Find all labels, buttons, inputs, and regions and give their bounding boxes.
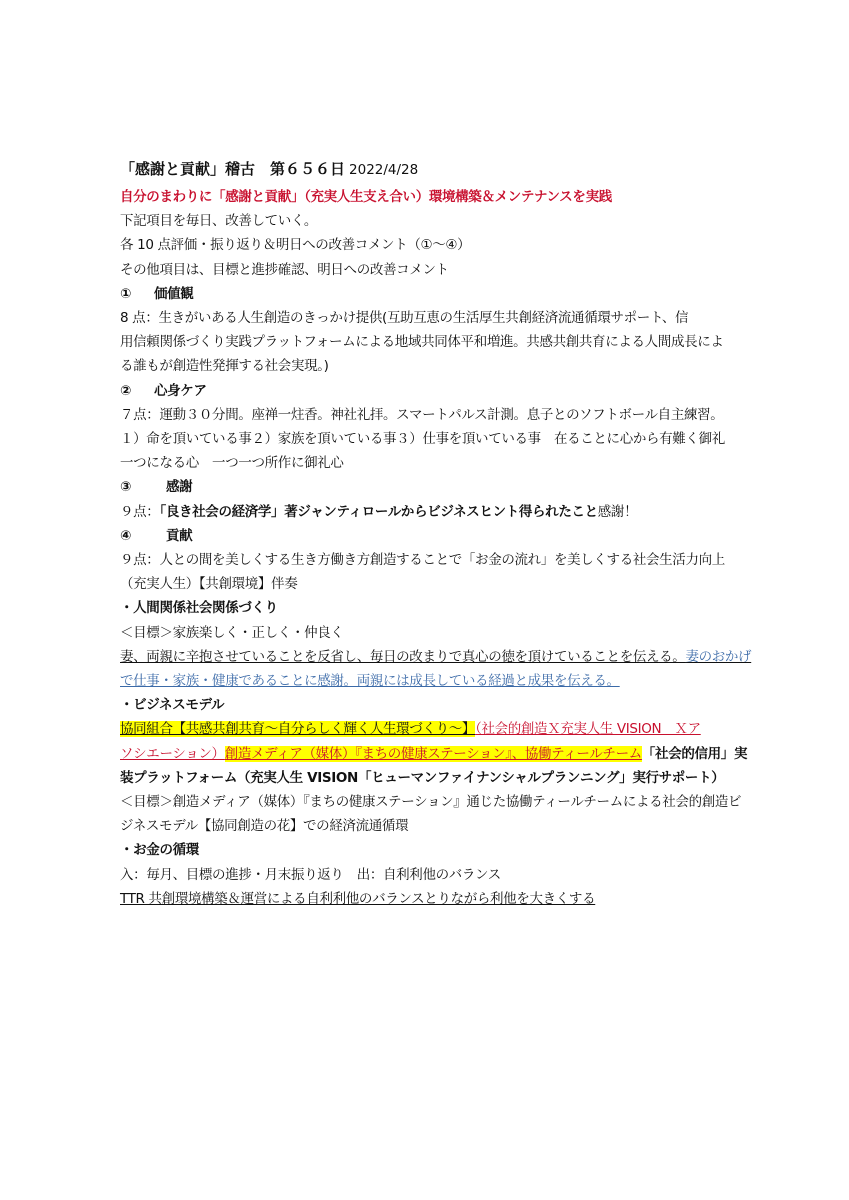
business-line-1 <box>120 717 745 741</box>
section-number: ② <box>120 382 132 399</box>
gratitude-suffix: 感謝！ <box>597 503 638 520</box>
section-care-heading <box>120 379 745 403</box>
values-line: 8 点：生きがいある人生創造のきっかけ提供(互助互恵の生活厚生共創経済流通循環サポート、信 <box>120 310 689 327</box>
contribution-line: （充実人生）【共創環境】伴奏 <box>120 576 298 593</box>
values-line: 用信頼関係づくり実践プラットフォームによる地域共同体平和増進。共感共創共育による人間成長によ <box>120 334 724 351</box>
business-bold-text: 「社会的信用」実 <box>641 745 748 762</box>
title-text: 「感謝と貢献」稽古 第６５６日 <box>120 160 346 178</box>
care-line: ７点：運動３０分間。座禅一炷香。神社礼拝。スマートパルス計測。息子とのソフトボール自主練習。 <box>120 406 724 423</box>
money-line-1: 入：毎月、目標の進捗・月末振り返り 出：自利利他のバランス <box>120 866 501 883</box>
business-red-highlight: 創造メディア（媒体）『まちの健康ステーション』、協働ティールチーム <box>224 745 642 762</box>
relations-line-2: で仕事・家族・健康であることに感謝。両親には成長している経過と成果を伝える。 <box>120 673 620 690</box>
money-line-2: TTR 共創環境構築＆運営による自利利他のバランスとりながら利他を大きくする <box>120 890 596 907</box>
money-heading: ・お金の循環 <box>120 842 199 859</box>
business-highlight: 協同組合【共感共創共育～自分らしく輝く人生環づくり～】 <box>120 721 476 738</box>
relations-goal: ＜目標＞家族楽しく・正しく・仲良く <box>120 624 344 641</box>
title-date: 2022/4/28 <box>349 162 419 178</box>
contribution-line: ９点：人との間を美しくする生き方働き方創造することで「お金の流れ」を美しくする社会生活力向上 <box>120 552 725 569</box>
relations-line-1 <box>120 645 752 669</box>
document-body <box>120 158 752 911</box>
values-line: る誰もが創造性発揮する社会実現。) <box>120 358 329 375</box>
care-line: 一つになる心 一つ一つ所作に御礼心 <box>120 455 344 472</box>
gratitude-prefix: ９点： <box>120 503 160 520</box>
section-contribution-heading <box>120 524 745 548</box>
section-gratitude-heading <box>120 475 745 499</box>
section-number: ③ <box>120 479 132 496</box>
relations-text: 妻、両親に辛抱させていることを反省し、毎日の改まりで真心の徳を頂けていることを伝える。 <box>120 648 686 665</box>
gratitude-bold: 「良き社会の経済学」著ジャンティロールからビジネスヒント得られたこと <box>159 503 598 520</box>
business-red-text: ソシエーション） <box>120 745 225 762</box>
section-title: 価値観 <box>154 285 194 302</box>
section-title: 心身ケア <box>154 382 207 399</box>
page-title <box>120 158 745 181</box>
gratitude-line <box>120 500 745 524</box>
section-number: ① <box>120 285 132 302</box>
section-number: ④ <box>120 527 132 544</box>
intro-line-1: 下記項目を毎日、改善していく。 <box>120 213 317 230</box>
business-goal-1: ＜目標＞創造メディア（媒体）『まちの健康ステーション』通じた協働ティールチームによる社会的創造ビ <box>120 794 742 811</box>
section-title: 貢献 <box>166 527 193 544</box>
intro-line-2: 各 10 点評価・振り返り＆明日への改善コメント（①～④） <box>120 237 471 254</box>
intro-line-3: その他項目は、目標と進捗確認、明日への改善コメント <box>120 261 449 278</box>
relations-heading: ・人間関係社会関係づくり <box>120 600 278 617</box>
section-values-heading <box>120 282 745 306</box>
business-red-text: （社会的創造Ｘ充実人生 VISION Ｘア <box>475 721 701 738</box>
business-line-2 <box>120 742 748 766</box>
section-title: 感謝 <box>166 479 193 496</box>
business-heading: ・ビジネスモデル <box>120 697 225 714</box>
business-line-3: 装プラットフォーム（充実人生 VISION「ヒューマンファイナンシャルプランニング」実行サポート） <box>120 769 725 786</box>
headline: 自分のまわりに「感謝と貢献」（充実人生支え合い）環境構築＆メンテナンスを実践 <box>120 189 612 205</box>
business-goal-2: ジネスモデル【協同創造の花】での経済流通循環 <box>120 818 409 835</box>
care-line: １）命を頂いている事２）家族を頂いている事３）仕事を頂いている事 在ることに心から有難く御礼 <box>120 431 725 448</box>
relations-blue-text: 妻のおかげ <box>685 648 752 665</box>
